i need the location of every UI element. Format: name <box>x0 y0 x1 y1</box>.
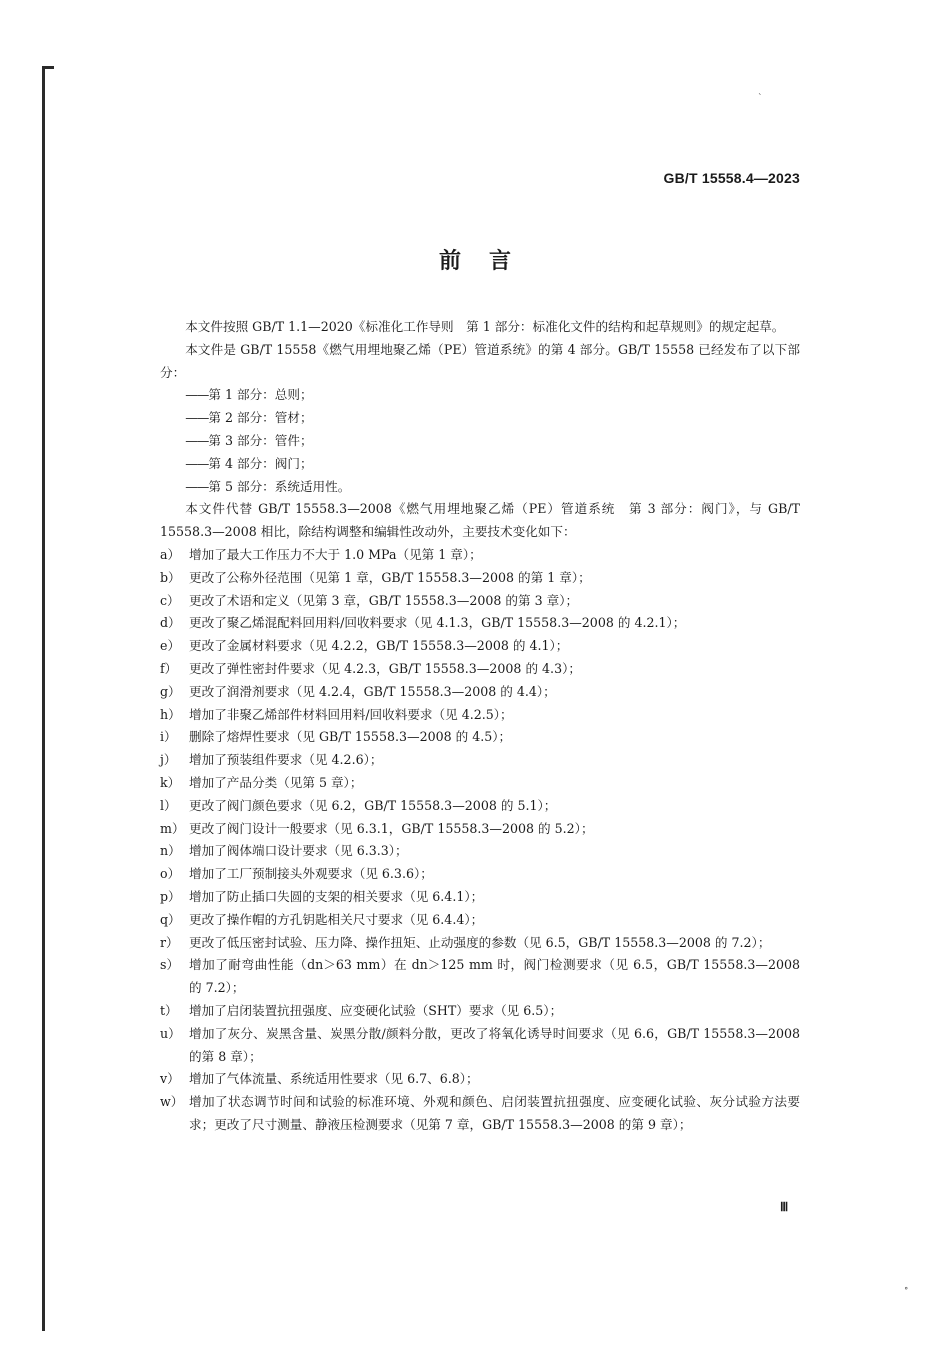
scan-border-corner <box>42 66 54 69</box>
change-item <box>160 1000 800 1023</box>
part-item <box>160 430 800 453</box>
change-marker: i） <box>160 729 177 745</box>
change-text: 更改了操作帽的方孔钥匙相关尺寸要求（见 6.4.4）； <box>189 911 484 927</box>
change-marker: q） <box>160 911 181 927</box>
intro-paragraph: 本文件是 GB/T 15558《燃气用埋地聚乙烯（PE）管道系统》的第 4 部分。GB/T 15558 已经发布了以下部分： <box>160 341 800 380</box>
change-item <box>160 1023 800 1069</box>
change-text: 更改了聚乙烯混配料回用料/回收料要求（见 4.1.3，GB/T 15558.3—2008 的 4.2.1）； <box>189 615 686 631</box>
change-text: 增加了阀体端口设计要求（见 6.3.3）； <box>189 843 408 859</box>
intro-paragraph: 本文件按照 GB/T 1.1—2020《标准化工作导则 第 1 部分：标准化文件的结构和起草规则》的规定起草。 <box>185 319 785 334</box>
part-label: 第 1 部分：总则； <box>208 387 313 403</box>
change-item <box>160 863 800 886</box>
change-text: 增加了工厂预制接头外观要求（见 6.3.6）； <box>189 866 433 882</box>
change-marker: o） <box>160 866 181 882</box>
change-marker: a） <box>160 546 181 562</box>
part-item <box>160 453 800 476</box>
change-text: 更改了润滑剂要求（见 4.2.4，GB/T 15558.3—2008 的 4.4）； <box>189 683 556 699</box>
change-text: 增加了最大工作压力不大于 1.0 MPa（见第 1 章）； <box>189 546 482 562</box>
standard-code: GB/T 15558.4—2023 <box>663 170 800 186</box>
change-text: 增加了启闭装置抗扭强度、应变硬化试验（SHT）要求（见 6.5）； <box>189 1002 563 1018</box>
change-item <box>160 681 800 704</box>
part-label: 第 5 部分：系统适用性。 <box>208 478 351 494</box>
change-item <box>160 772 800 795</box>
scan-speck: ∘ <box>904 1284 909 1294</box>
change-item <box>160 886 800 909</box>
change-marker: d） <box>160 615 181 631</box>
parts-list <box>160 384 800 498</box>
change-text: 更改了阀门设计一般要求（见 6.3.1，GB/T 15558.3—2008 的 5.2）； <box>189 820 594 836</box>
replacement-paragraph: 本文件代替 GB/T 15558.3—2008《燃气用埋地聚乙烯（PE）管道系统 第 3 部分：阀门》，与 GB/T 15558.3—2008 相比，除结构调整和编辑性改动外，主要技术变化如下： <box>160 501 800 540</box>
change-text: 增加了状态调节时间和试验的标准环境、外观和颜色、启闭装置抗扭强度、应变硬化试验、灰分试验方法要求；更改了尺寸测量、静液压检测要求（见第 7 章，GB/T 15558.3—2008 的第 9 章）； <box>189 1094 800 1132</box>
page-title: 前言 <box>438 249 539 274</box>
change-text: 增加了耐弯曲性能（dn＞63 mm）在 dn＞125 mm 时，阀门检测要求（见 6.5，GB/T 15558.3—2008 的 7.2）； <box>189 957 800 996</box>
part-item <box>160 407 800 430</box>
change-item <box>160 544 800 567</box>
change-text: 更改了术语和定义（见第 3 章，GB/T 15558.3—2008 的第 3 章）； <box>189 592 579 608</box>
change-text: 增加了气体流量、系统适用性要求（见 6.7、6.8）； <box>189 1071 479 1087</box>
change-item <box>160 590 800 613</box>
change-item <box>160 726 800 749</box>
change-marker: v） <box>160 1071 180 1087</box>
part-item <box>160 384 800 407</box>
part-label: 第 3 部分：管件； <box>208 432 313 448</box>
change-text: 增加了防止插口失圆的支架的相关要求（见 6.4.1）； <box>189 888 484 904</box>
list-dash: —— <box>185 478 209 494</box>
change-marker: n） <box>160 843 181 859</box>
change-marker: p） <box>160 888 181 904</box>
change-marker: t） <box>160 1002 178 1018</box>
list-dash: —— <box>185 432 209 448</box>
change-marker: w） <box>160 1094 184 1110</box>
part-label: 第 4 部分：阀门； <box>208 455 313 471</box>
change-marker: l） <box>160 797 177 813</box>
change-item <box>160 567 800 590</box>
change-marker: f） <box>160 660 178 676</box>
document-body <box>160 316 800 1137</box>
change-marker: j） <box>160 752 177 768</box>
change-marker: m） <box>160 820 185 836</box>
change-item <box>160 795 800 818</box>
change-marker: s） <box>160 957 180 973</box>
change-marker: k） <box>160 774 181 790</box>
change-item <box>160 749 800 772</box>
changes-list <box>160 544 800 1137</box>
change-marker: u） <box>160 1025 181 1041</box>
change-text: 增加了预装组件要求（见 4.2.6）； <box>189 752 383 768</box>
change-item <box>160 658 800 681</box>
change-item <box>160 954 800 1000</box>
change-text: 更改了弹性密封件要求（见 4.2.3，GB/T 15558.3—2008 的 4.3）； <box>189 660 581 676</box>
change-marker: b） <box>160 569 181 585</box>
change-marker: r） <box>160 934 179 950</box>
change-item <box>160 1068 800 1091</box>
change-item <box>160 818 800 841</box>
change-item <box>160 704 800 727</box>
part-item <box>160 476 800 499</box>
change-text: 增加了产品分类（见第 5 章）； <box>189 774 363 790</box>
change-marker: c） <box>160 592 180 608</box>
change-text: 更改了公称外径范围（见第 1 章，GB/T 15558.3—2008 的第 1 章）； <box>189 569 591 585</box>
scan-speck: ˋ <box>758 94 763 104</box>
change-text: 更改了阀门颜色要求（见 6.2，GB/T 15558.3—2008 的 5.1）； <box>189 797 557 813</box>
change-text: 更改了低压密封试验、压力降、操作扭矩、止动强度的参数（见 6.5，GB/T 15558.3—2008 的 7.2）； <box>189 934 771 950</box>
change-marker: h） <box>160 706 181 722</box>
list-dash: —— <box>185 387 209 403</box>
change-text: 更改了金属材料要求（见 4.2.2，GB/T 15558.3—2008 的 4.1）； <box>189 638 569 654</box>
part-label: 第 2 部分：管材； <box>208 410 313 426</box>
change-item <box>160 1091 800 1137</box>
list-dash: —— <box>185 410 209 426</box>
change-item <box>160 612 800 635</box>
change-text: 增加了非聚乙烯部件材料回用料/回收料要求（见 4.2.5）； <box>189 706 513 722</box>
change-item <box>160 909 800 932</box>
change-text: 增加了灰分、炭黑含量、炭黑分散/颜料分散，更改了将氧化诱导时间要求（见 6.6，GB/T 15558.3—2008 的第 8 章）； <box>189 1025 800 1064</box>
change-item <box>160 635 800 658</box>
change-item <box>160 840 800 863</box>
change-text: 删除了熔焊性要求（见 GB/T 15558.3—2008 的 4.5）； <box>189 729 512 745</box>
change-marker: g） <box>160 683 181 699</box>
change-marker: e） <box>160 638 181 654</box>
list-dash: —— <box>185 455 209 471</box>
change-item <box>160 932 800 955</box>
page-number: Ⅲ <box>780 1200 789 1214</box>
